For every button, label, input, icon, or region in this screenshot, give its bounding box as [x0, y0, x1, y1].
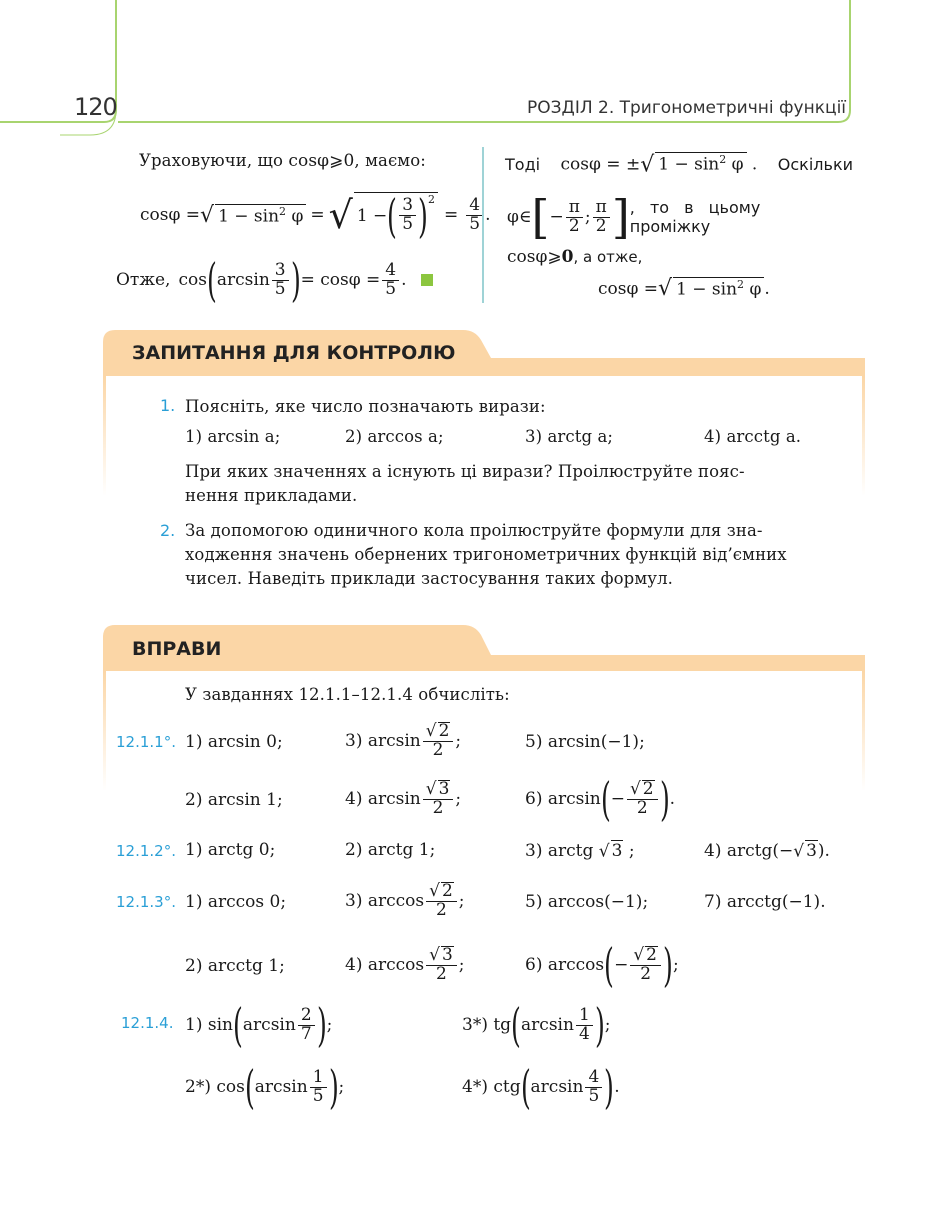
left-formula-3: Отже, cos ( arcsin $\frac{3}{5}$ ) = cosφ = $\frac{4}{5}$ . [116, 252, 433, 308]
left-line-1-text: Ураховуючи, що [139, 151, 283, 170]
left-line-1 [139, 149, 426, 173]
page-number: 120 [74, 93, 117, 121]
interval-text: , то в цьому проміжку [629, 198, 761, 236]
result-num: 4 [466, 197, 483, 216]
q1-number: 1. [160, 396, 176, 415]
column-divider [482, 147, 484, 303]
right-line-1: Тоді cosφ = ±√ $1 - \sin^2 \varphi$ . Оскільки [505, 152, 853, 178]
otzhe-text: Отже, [116, 270, 171, 290]
ex-12-1-3-row2: 2) arcctg 1; 4) arccos $\frac{√ 3}{2}$ ; 6) arccos ( − $\frac{√ 2}{2}$ ) ; [185, 938, 679, 992]
ex-12-1-4-row2: 2*) cos ( arcsin $\frac{1}{5}$ ) ; 4*) ctg ( arcsin $\frac{4}{5}$ ) . [185, 1060, 620, 1114]
top-frame [0, 0, 934, 140]
exercises-intro: У завданнях 12.1.1–12.1.4 обчисліть: [185, 685, 510, 704]
exercise-label-12-1-3: 12.1.3°. [116, 893, 176, 911]
left-formula-2: cosφ = √ $1 - \sin^2 \varphi$ = √ 1 − ( $\frac{3}{5}$ ) $^2$ = $\frac{4}{5}$ . [140, 188, 491, 243]
right-line-3: cosφ⩾0, а отже, [507, 247, 643, 267]
q1-item-4: 4) arcctg a. [704, 427, 802, 446]
q2-number: 2. [160, 521, 176, 540]
left-line-1-end: , маємо: [354, 151, 426, 170]
q1-item-3: 3) arctg a; [525, 427, 614, 446]
right-line-4: cosφ = √ $1 - \sin^2 \varphi$ . [598, 276, 770, 301]
tody-text: Тоді [505, 155, 541, 175]
ex-12-1-3-row1: 1) arccos 0; 3) arccos $\frac{√ 2}{2}$ ; 5) arccos(−1); 7) arcctg(−1). [185, 881, 826, 920]
ex-12-1-1-row1: 1) arcsin 0; 3) arcsin $\frac{√ 2}{2}$ ; 5) arcsin(−1); [185, 721, 645, 760]
formula-lhs: cosφ = [140, 205, 201, 225]
q1-text: Поясніть, яке число позначають вирази: [185, 397, 546, 416]
q1-item-2: 2) arccos a; [345, 427, 444, 446]
q1-follow-line-1: При яких значеннях a існують ці вирази? Проілюструйте пояс- [185, 462, 745, 481]
q2-line-2: ходження значень обернених тригонометричних функцій від’ємних [185, 545, 787, 564]
exercise-label-12-1-4: 12.1.4. [121, 1014, 174, 1032]
exercise-label-12-1-1: 12.1.1°. [116, 733, 176, 751]
end-of-proof-square [421, 274, 433, 286]
cos-nonneg-text: , а отже, [573, 248, 643, 266]
frac-3-den: 5 [402, 214, 414, 234]
frac-3-num: 3 [399, 197, 416, 216]
ex-12-1-1-row2: 2) arcsin 1; 4) arcsin $\frac{√ 3}{2}$ ; 6) arcsin ( − $\frac{√ 2}{2}$ ) . [185, 772, 675, 826]
ex-12-1-2-row: 1) arctg 0; 2) arctg 1; 3) arctg √ 3 ; 4) arctg(−√ 3). [185, 840, 830, 862]
q1-item-1: 1) arcsin a; [185, 427, 281, 446]
left-line-1-math: cosφ⩾0 [288, 151, 355, 171]
q1-items-row [185, 425, 865, 449]
oskilky-text: Оскільки [777, 155, 853, 175]
q2-line-1: За допомогою одиничного кола проілюструйте формули для зна- [185, 521, 763, 540]
chapter-title: РОЗДІЛ 2. Тригонометричні функції [527, 98, 847, 118]
right-line-2: φ∈ [ − $\frac{\pi}{2}$ ; $\frac{\pi}{2}$ ] , то в цьому проміжку [507, 190, 853, 244]
result-den: 5 [469, 213, 481, 234]
q2-line-3: чисел. Наведіть приклади застосування таких формул. [185, 569, 674, 588]
exercise-label-12-1-2: 12.1.2°. [116, 842, 176, 860]
exercises-section-title: ВПРАВИ [132, 638, 222, 660]
control-section-title: ЗАПИТАННЯ ДЛЯ КОНТРОЛЮ [132, 342, 456, 364]
q1-follow-line-2: нення прикладами. [185, 486, 358, 505]
ex-12-1-4-row1: 1) sin ( arcsin $\frac{2}{7}$ ) ; 3*) tg ( arcsin $\frac{1}{4}$ ) ; [185, 998, 611, 1052]
